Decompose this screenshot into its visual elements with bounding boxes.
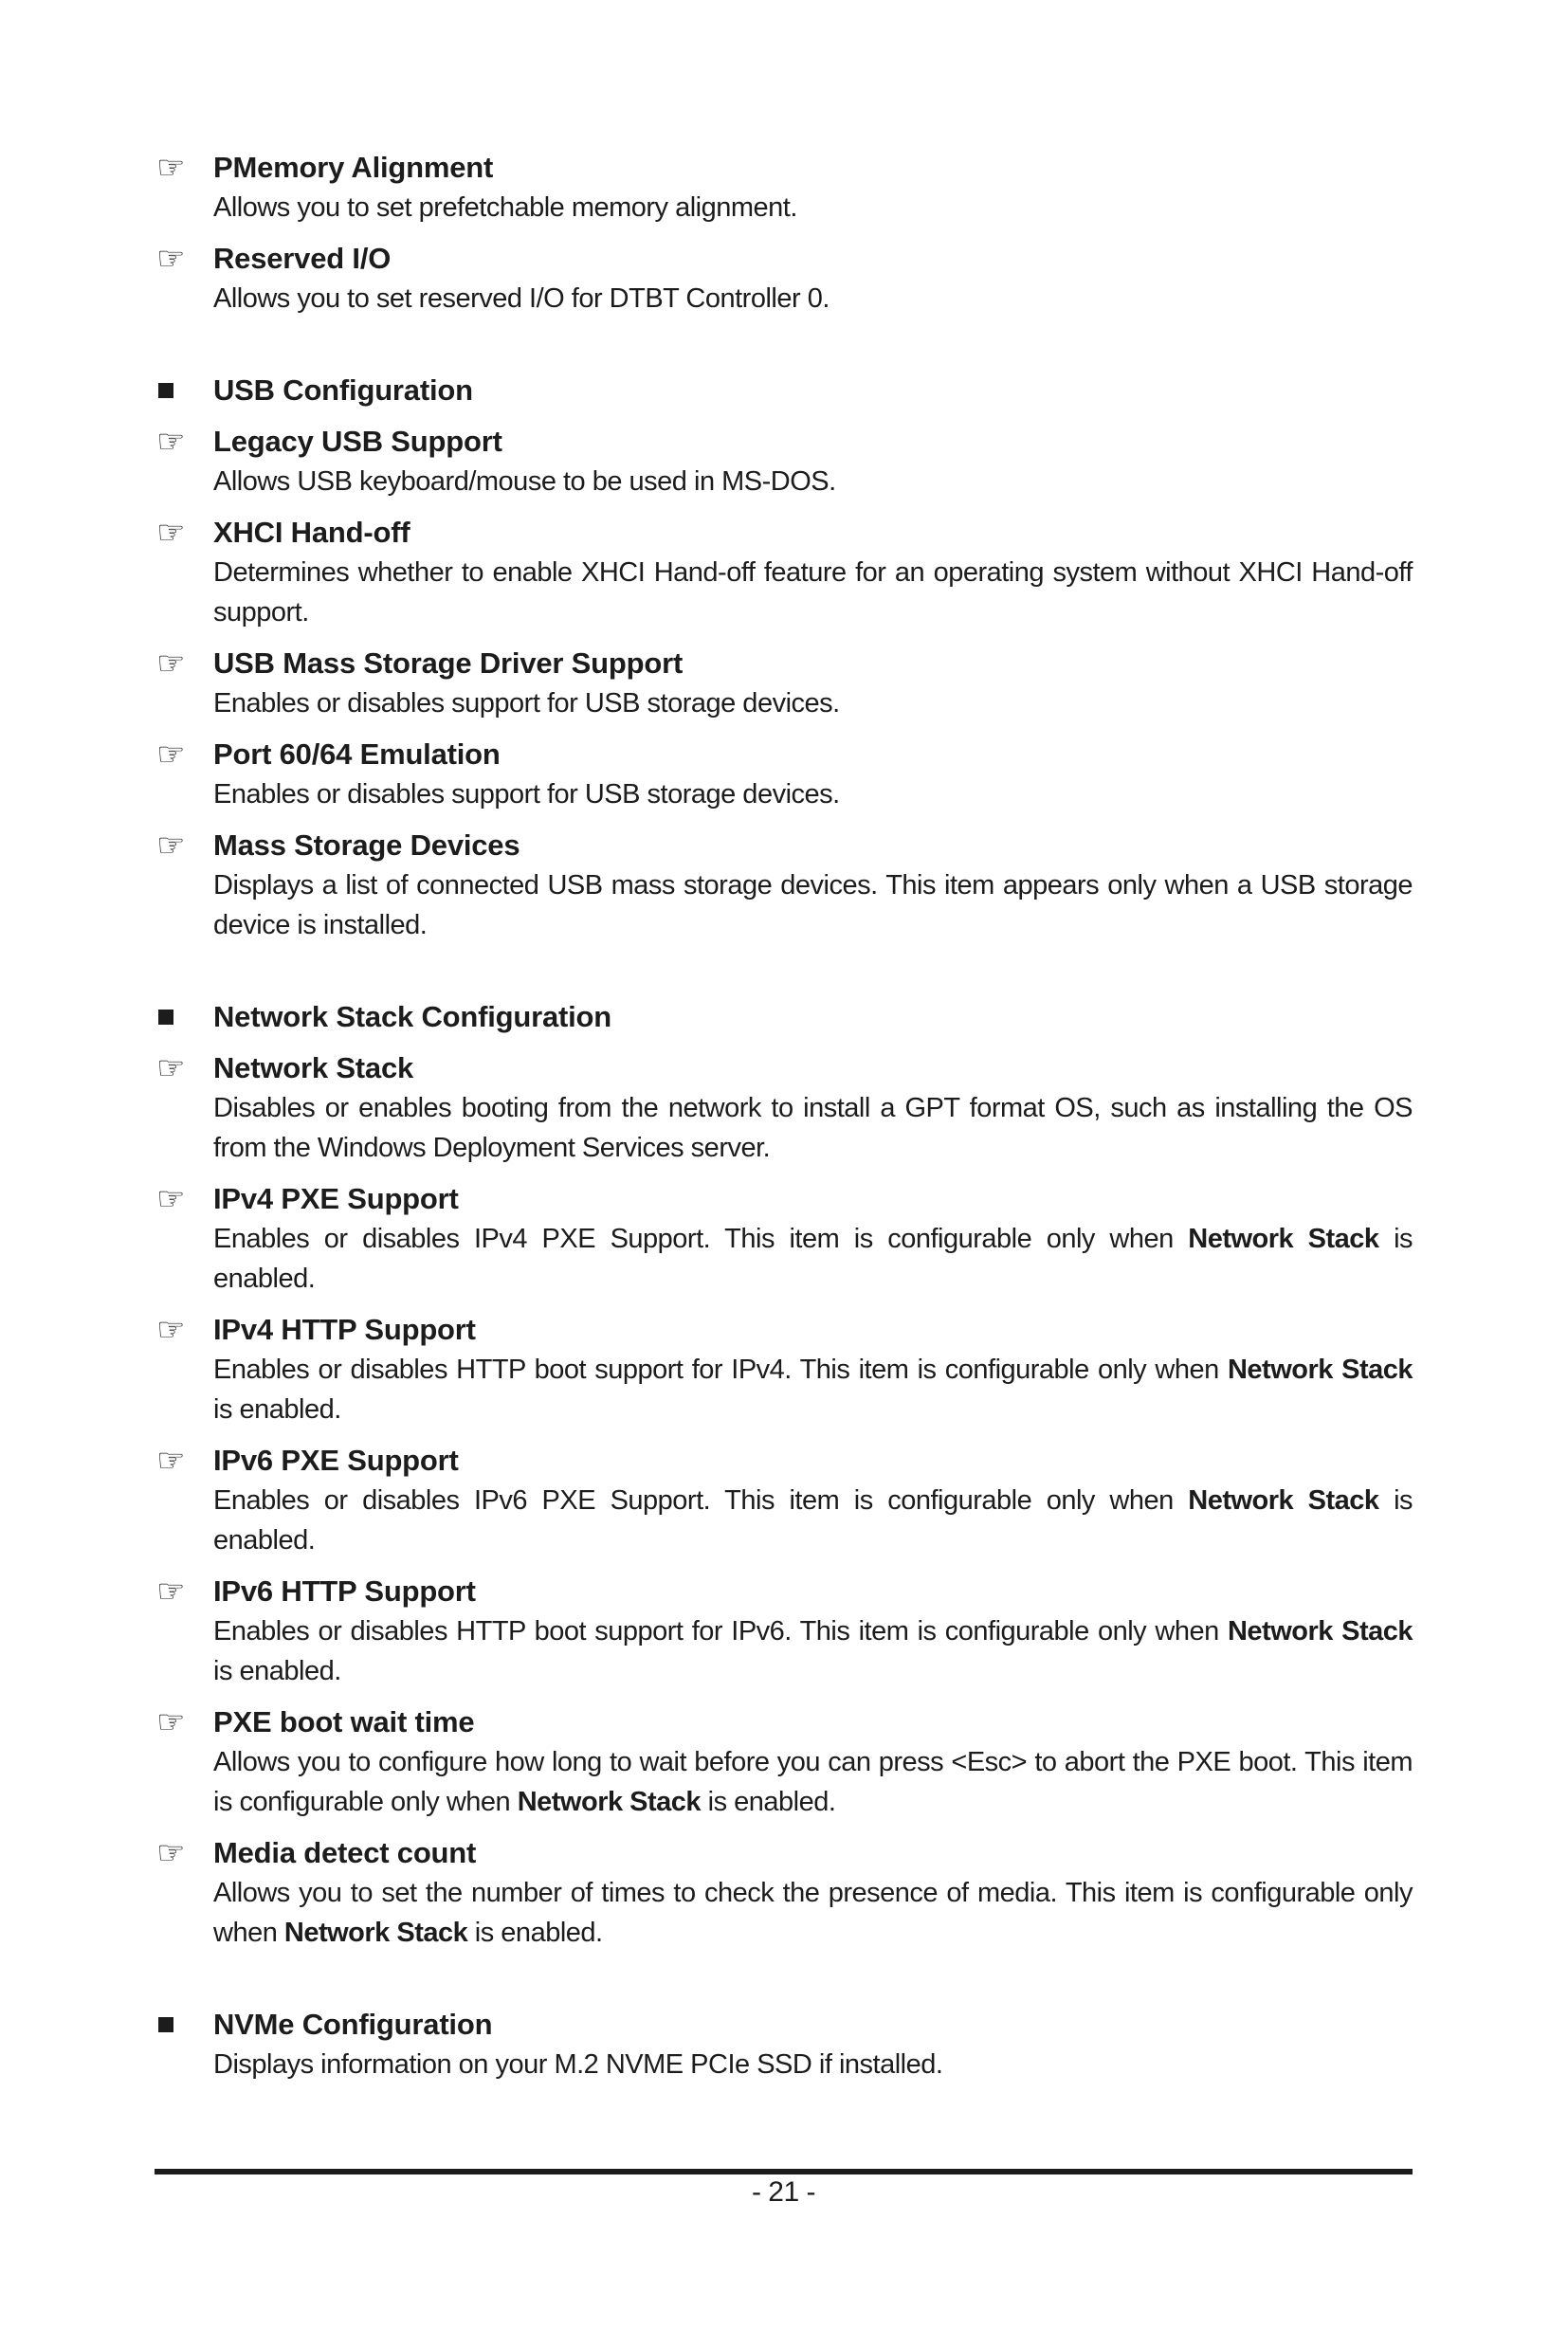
pointer-hand-icon: ☞	[156, 1442, 186, 1480]
setting-title: Network Stack	[213, 1051, 414, 1084]
item-bullet	[156, 735, 204, 774]
setting-description: Enables or disables IPv6 PXE Support. This item is configurable only when Network Stack is enabled.	[213, 1485, 1413, 1556]
item-bullet	[156, 371, 204, 410]
item-bullet	[156, 1441, 204, 1481]
pointer-hand-icon: ☞	[156, 1180, 186, 1218]
setting-title: IPv4 PXE Support	[213, 1182, 459, 1215]
item-bullet	[156, 1310, 204, 1350]
setting-title: USB Configuration	[213, 373, 473, 407]
setting-title: PMemory Alignment	[213, 151, 494, 184]
setting-description: Determines whether to enable XHCI Hand-off feature for an operating system without XHCI Hand-off support.	[213, 557, 1413, 628]
setting-item	[156, 422, 1413, 501]
pointer-hand-icon: ☞	[156, 827, 186, 864]
item-bullet	[156, 2005, 204, 2045]
pointer-hand-icon: ☞	[156, 149, 186, 187]
section-square-icon	[158, 383, 173, 398]
setting-item	[156, 371, 1413, 410]
pointer-hand-icon: ☞	[156, 240, 186, 278]
pointer-hand-icon: ☞	[156, 645, 186, 682]
setting-title: Mass Storage Devices	[213, 828, 520, 862]
setting-item	[156, 239, 1413, 318]
setting-title: Port 60/64 Emulation	[213, 737, 501, 771]
setting-description: Allows you to set prefetchable memory alignment.	[213, 192, 797, 223]
item-bullet	[156, 1048, 204, 1088]
setting-title: Network Stack Configuration	[213, 1000, 612, 1033]
setting-description: Enables or disables HTTP boot support for IPv4. This item is configurable only when Network Stack is enabled.	[213, 1355, 1413, 1425]
section-square-icon	[158, 1010, 173, 1025]
setting-title: USB Mass Storage Driver Support	[213, 646, 684, 680]
setting-description: Allows you to set reserved I/O for DTBT Controller 0.	[213, 283, 830, 314]
pointer-hand-icon: ☞	[156, 1311, 186, 1349]
item-bullet	[156, 1833, 204, 1873]
setting-description: Enables or disables IPv4 PXE Support. This item is configurable only when Network Stack is enabled.	[213, 1224, 1413, 1294]
item-bullet	[156, 422, 204, 462]
setting-title: IPv4 HTTP Support	[213, 1313, 476, 1346]
setting-title: Legacy USB Support	[213, 425, 502, 458]
setting-title: Media detect count	[213, 1836, 477, 1869]
settings-list	[156, 148, 1413, 2084]
item-bullet	[156, 1702, 204, 1742]
setting-description: Allows you to configure how long to wait before you can press <Esc> to abort the PXE boot. This item is configurable only when Network Stack is enabled.	[213, 1747, 1413, 1817]
item-bullet	[156, 997, 204, 1037]
item-bullet	[156, 148, 204, 188]
item-bullet	[156, 826, 204, 865]
pointer-hand-icon: ☞	[156, 1834, 186, 1872]
item-bullet	[156, 1572, 204, 1611]
setting-title: Reserved I/O	[213, 242, 392, 275]
setting-description: Allows USB keyboard/mouse to be used in MS-DOS.	[213, 466, 836, 497]
item-bullet	[156, 644, 204, 683]
item-bullet	[156, 239, 204, 279]
pointer-hand-icon: ☞	[156, 1573, 186, 1610]
setting-title: XHCI Hand-off	[213, 516, 410, 549]
setting-title: PXE boot wait time	[213, 1705, 475, 1738]
setting-title: IPv6 PXE Support	[213, 1444, 459, 1477]
setting-description: Displays a list of connected USB mass storage devices. This item appears only when a USB storage device is installed.	[213, 870, 1413, 940]
setting-description: Allows you to set the number of times to check the presence of media. This item is configurable only when Network Stack is enabled.	[213, 1878, 1413, 1948]
setting-title: IPv6 HTTP Support	[213, 1574, 476, 1608]
setting-description: Enables or disables support for USB storage devices.	[213, 688, 840, 719]
setting-item	[156, 997, 1413, 1037]
setting-item	[156, 1441, 1413, 1560]
page-number: - 21 -	[751, 2176, 816, 2208]
item-bullet	[156, 1179, 204, 1219]
setting-item	[156, 735, 1413, 814]
setting-description: Enables or disables support for USB storage devices.	[213, 779, 840, 810]
pointer-hand-icon: ☞	[156, 1703, 186, 1741]
setting-title: NVMe Configuration	[213, 2008, 493, 2041]
setting-item	[156, 148, 1413, 227]
setting-item	[156, 513, 1413, 632]
setting-item	[156, 1702, 1413, 1822]
pointer-hand-icon: ☞	[156, 736, 186, 773]
setting-item	[156, 2005, 1413, 2084]
setting-description: Disables or enables booting from the network to install a GPT format OS, such as installing the OS from the Windows Deployment Services server.	[213, 1093, 1413, 1163]
pointer-hand-icon: ☞	[156, 1049, 186, 1087]
section-square-icon	[158, 2017, 173, 2032]
setting-item	[156, 1310, 1413, 1429]
setting-item	[156, 1833, 1413, 1953]
pointer-hand-icon: ☞	[156, 514, 186, 552]
setting-item	[156, 826, 1413, 945]
setting-item	[156, 1572, 1413, 1691]
setting-item	[156, 1048, 1413, 1168]
setting-item	[156, 644, 1413, 723]
setting-description: Displays information on your M.2 NVME PCIe SSD if installed.	[213, 2049, 943, 2080]
pointer-hand-icon: ☞	[156, 423, 186, 461]
setting-description: Enables or disables HTTP boot support for IPv6. This item is configurable only when Network Stack is enabled.	[213, 1616, 1413, 1686]
item-bullet	[156, 513, 204, 553]
setting-item	[156, 1179, 1413, 1299]
